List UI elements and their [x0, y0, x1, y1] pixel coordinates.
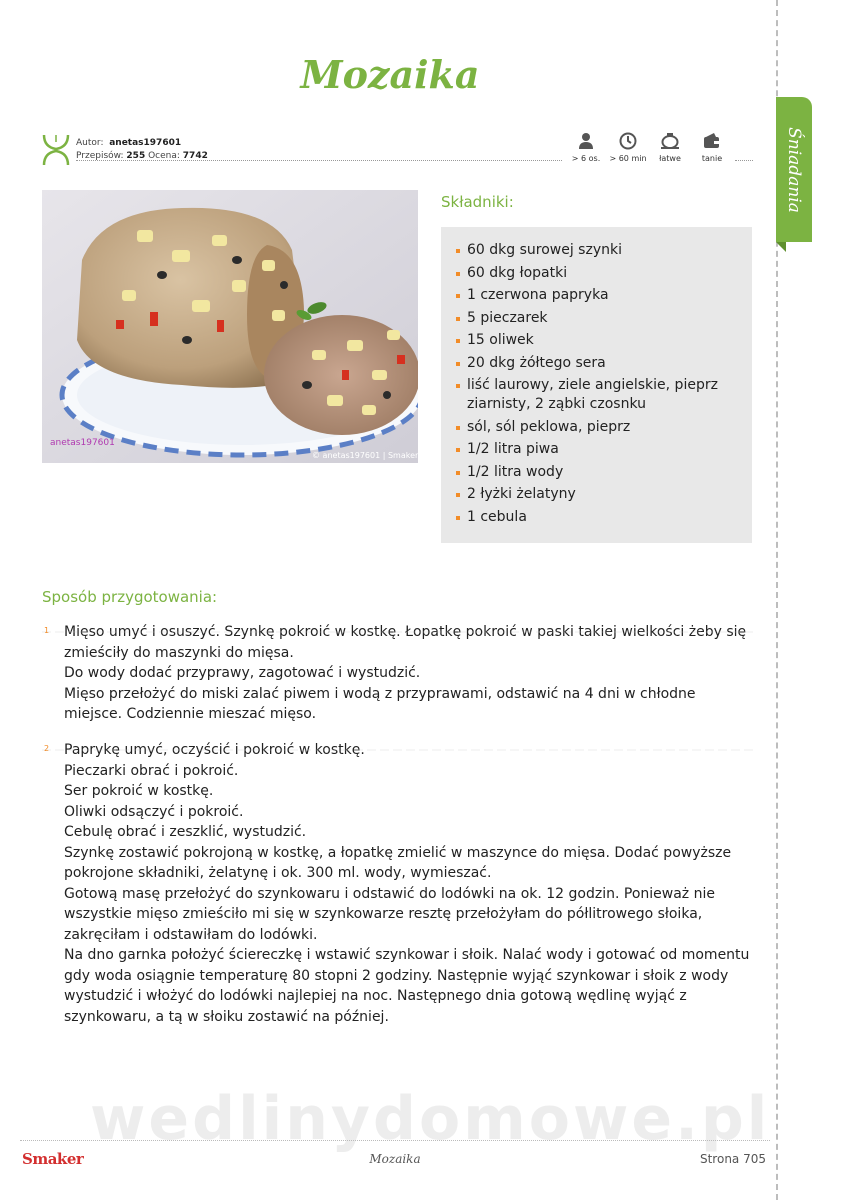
step-line: Paprykę umyć, oczyścić i pokroić w kostkę. [64, 742, 365, 758]
ingredient-item: 5 pieczarek [455, 309, 742, 328]
step-line: Na dno garnka położyć ściereczkę i wstawić szynkowar i słoik. Nalać wody i gotować od momentu gdy woda osiągnie temperaturę 80 stopni 2 godziny. Następnie wyjąć szynkowar i słoik z wody wystudzić i włożyć do lodówki najlepiej na noc. Następnego dnia gotową wędlinę wyjąć z szynkowaru, a tą w słoiku zostawić na później. [64, 947, 750, 1025]
rating-value: 7742 [182, 151, 208, 161]
clock-icon [619, 131, 637, 151]
rating-label: Ocena: [148, 151, 180, 161]
step-line: Pieczarki obrać i pokroić. [64, 762, 239, 779]
ingredient-item: sól, sól peklowa, pieprz [455, 418, 742, 437]
stat-time [608, 131, 648, 163]
ingredient-item: 1 cebula [455, 508, 742, 527]
author-label: Autor: [76, 138, 104, 148]
stat-servings-label: > 6 os. [571, 154, 601, 163]
footer-title: Mozaika [369, 1152, 421, 1166]
stats-divider [735, 160, 753, 161]
step-line: Ser pokroić w kostkę. [64, 783, 214, 799]
ingredient-item: 2 łyżki żelatyny [455, 485, 742, 504]
stat-time-label: > 60 min [609, 154, 647, 163]
pot-icon [660, 131, 680, 151]
step-divider-beads [42, 626, 754, 638]
author-name[interactable]: anetas197601 [109, 138, 182, 148]
recipes-count: 255 [126, 151, 146, 161]
recipe-photo [42, 190, 418, 463]
meta-divider [76, 160, 562, 161]
brand-logo[interactable]: Smaker [22, 1150, 84, 1168]
step-line: Cebulę obrać i zeszklić, wystudzić. [64, 824, 307, 840]
page-number: Strona 705 [699, 1152, 766, 1166]
step-line: Gotową masę przełożyć do szynkowaru i odstawić do lodówki na ok. 12 godzin. Ponieważ nie wszystkie mięso zmieściło mi się w szynkowarze resztę przełożyłam do półlitrowego słoika, zakręciłam i odstawiłam do lodówki. [64, 885, 715, 943]
ingredient-item: 1/2 litra piwa [455, 440, 742, 459]
photo-watermark-user: anetas197601 [50, 438, 115, 448]
photo-watermark-site: © anetas197601 | Smaker [312, 451, 418, 460]
category-tab [776, 97, 812, 242]
ingredient-item: 60 dkg łopatki [455, 264, 742, 283]
ingredient-item: liść laurowy, ziele angielskie, pieprz ziarnisty, 2 ząbki czosnku [455, 376, 742, 414]
footer-divider [20, 1140, 770, 1141]
recipes-label: Przepisów: [76, 151, 124, 161]
recipe-stats [566, 131, 726, 167]
ingredient-item: 60 dkg surowej szynki [455, 241, 742, 260]
stat-difficulty-label: łatwe [659, 154, 681, 163]
author-logo-icon [40, 133, 72, 167]
step-line: Mięso przełożyć do miski zalać piwem i wodą z przyprawami, odstawić na 4 dni w chłodne miejsce. Codziennie mieszać mięso. [64, 685, 696, 722]
ingredient-item: 1 czerwona papryka [455, 286, 742, 305]
ingredients-box [441, 227, 752, 543]
step-line: Oliwki odsączyć i pokroić. [64, 803, 244, 820]
step-divider-beads [42, 744, 754, 756]
ingredient-item: 20 dkg żółtego sera [455, 354, 742, 373]
step-line: Do wody dodać przyprawy, zagotować i wystudzić. [64, 665, 421, 681]
stat-servings [566, 131, 606, 163]
step-number: 1 [44, 626, 50, 635]
person-icon [578, 131, 594, 151]
preparation-step-2 [42, 740, 754, 1027]
wallet-icon [703, 131, 721, 151]
preparation-step-1 [42, 622, 754, 725]
stat-difficulty [650, 131, 690, 163]
ingredient-item: 1/2 litra wody [455, 463, 742, 482]
category-label: Śniadania [784, 126, 804, 213]
ingredient-item: 15 oliwek [455, 331, 742, 350]
step-number: 2 [44, 744, 50, 753]
recipe-title: Mozaika [300, 52, 480, 97]
step-line: Szynkę zostawić pokrojoną w kostkę, a łopatkę zmielić w maszynce do mięsa. Dodać powyższe pokrojone składniki, żelatynę i ok. 300 ml. wody, wymieszać. [64, 844, 732, 881]
site-watermark: wedlinydomowe.pl [90, 1084, 771, 1154]
step-line: Mięso umyć i osuszyć. Szynkę pokroić w kostkę. Łopatkę pokroić w paski takiej wielkości żeby się zmieściły do maszynki do mięsa. [64, 624, 747, 661]
stat-cost [692, 131, 732, 163]
preparation-heading: Sposób przygotowania: [42, 588, 218, 606]
ingredients-heading: Składniki: [441, 193, 514, 211]
stat-cost-label: tanie [701, 154, 723, 163]
ingredients-list [455, 241, 742, 527]
